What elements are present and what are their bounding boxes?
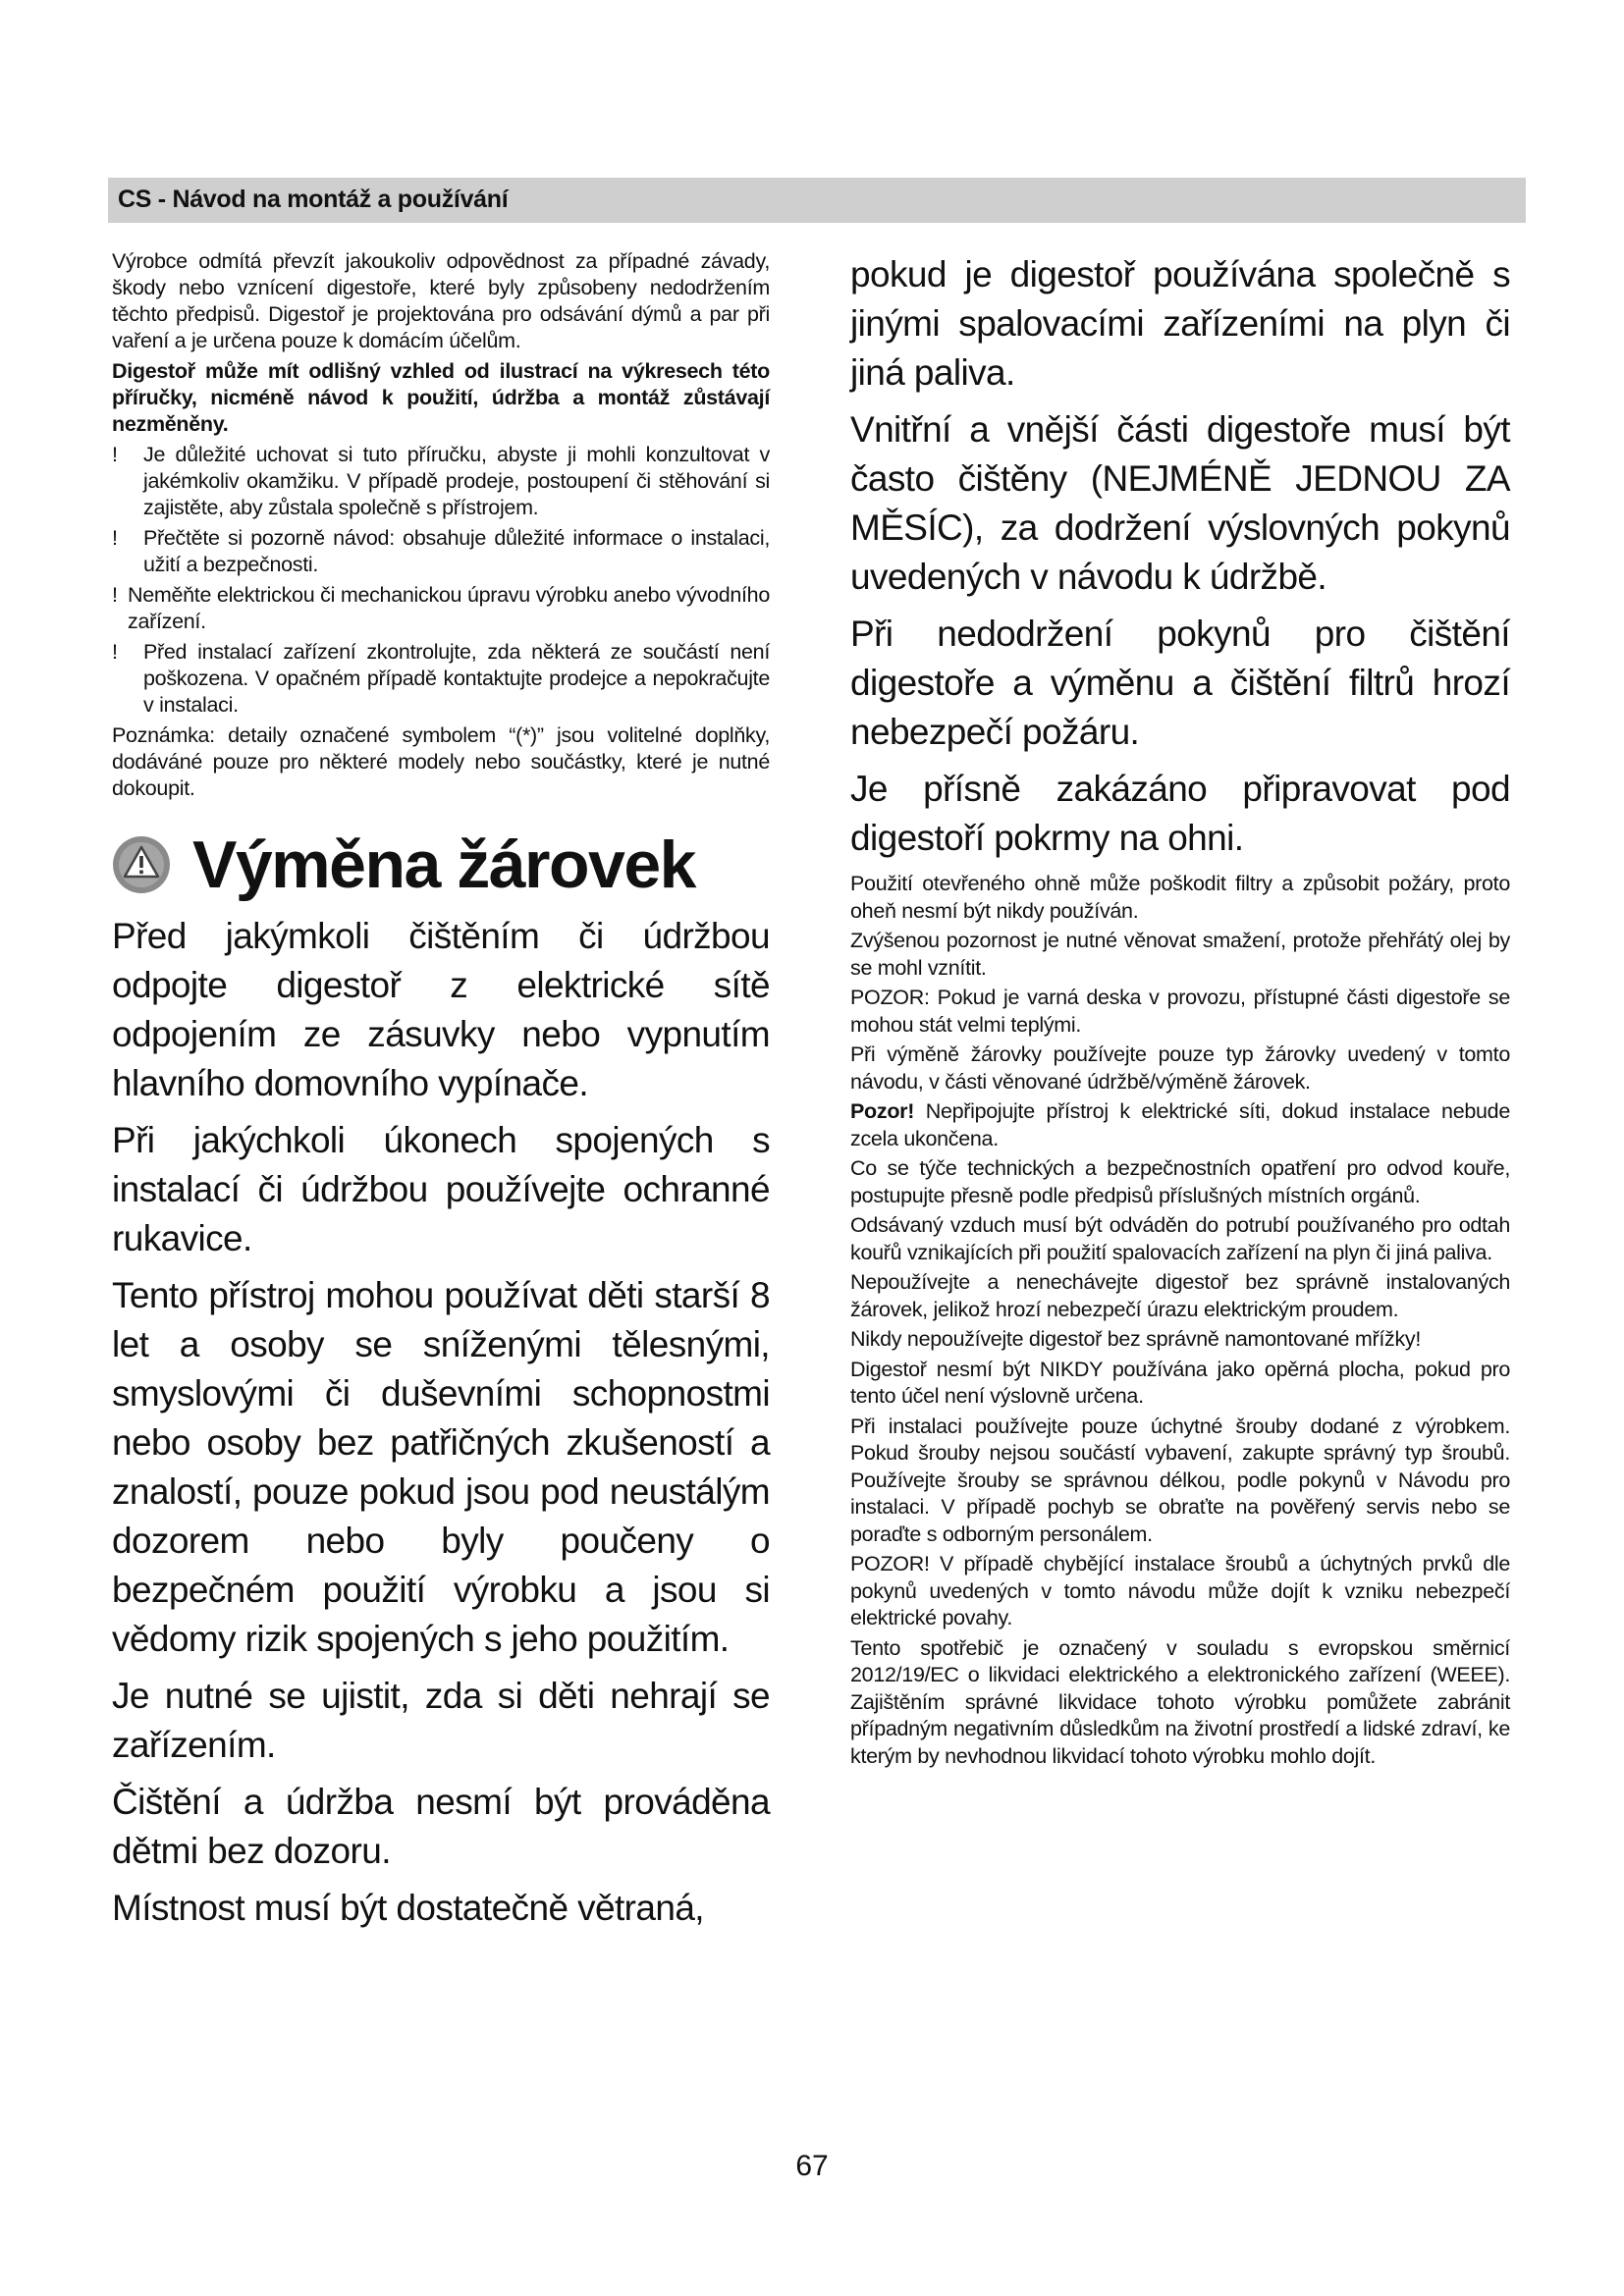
section-title: Výměna žárovek [192,828,695,902]
bullet-text: Neměňte elektrickou či mechanickou úpravu výrobku anebo vývodního zařízení. [128,583,770,633]
bullet-text: Před instalací zařízení zkontrolujte, zda některá ze součástí není poškozena. V opačném případě kontaktujte prodejce a nepokračujte v instalaci. [143,640,770,717]
large-paragraph: Tento přístroj mohou používat děti starší 8 let a osoby se sníženými tělesnými, smyslovými či duševními schopnostmi nebo osoby bez patřičných zkušeností a znalostí, pouze pokud jsou pod neustálým dozorem nebo byly poučeny o bezpečném použití výrobku a jsou si vědomy rizik spojených s jeho použitím. [112,1275,770,1659]
large-paragraph: Místnost musí být dostatečně větraná, [112,1888,704,1928]
large-paragraph: Při jakýchkoli úkonech spojených s instalací či údržbou používejte ochranné rukavice. [112,1120,770,1258]
small-paragraph: Odsávaný vzduch musí být odváděn do potrubí používaného pro odtah kouřů vznikajících při použití spalovacích zařízení na plyn či jiná paliva. [850,1213,1510,1264]
bullet-mark: ! [112,583,118,607]
large-paragraph: Při nedodržení pokynů pro čištění digestoře a výměnu a čištění filtrů hrozí nebezpečí požáru. [850,614,1510,752]
small-paragraph: Při instalaci používejte pouze úchytné šrouby dodané z výrobkem. Pokud šrouby nejsou součástí vybavení, zakupte správný typ šroubů. Používejte šrouby se správnou délkou, podle pokynů v Návodu pro instalaci. V případě pochyb se obraťte na pověřený servis nebo se poraďte s odborným personálem. [850,1414,1510,1546]
intro-section [112,248,770,802]
small-paragraph: Použití otevřeného ohně může poškodit filtry a způsobit požáry, proto oheň nesmí být nikdy používán. [850,872,1510,923]
header-bar [108,178,1526,223]
pozor-label: Pozor! [850,1099,915,1123]
bullet-item [112,525,770,578]
warning-icon [112,835,171,894]
small-paragraph: Zvýšenou pozornost je nutné věnovat smažení, protože přehřátý olej by se mohl vznítit. [850,929,1510,980]
large-paragraph: Je přísně zakázáno připravovat pod digestoří pokrmy na ohni. [850,769,1510,858]
large-paragraph: Před jakýmkoli čištěním či údržbou odpojte digestoř z elektrické sítě odpojením ze zásuvky nebo vypnutím hlavního domovního vypínače. [112,916,770,1103]
large-paragraph: Vnitřní a vnější části digestoře musí být často čištěny (NEJMÉNĚ JEDNOU ZA MĚSÍC), za dodržení výslovných pokynů uvedených v návodu k údržbě. [850,409,1510,597]
large-paragraph: Je nutné se ujistit, zda si děti nehrají se zařízením. [112,1676,770,1765]
large-paragraph: pokud je digestoř používána společně s jinými spalovacími zařízeními na plyn či jiná paliva. [850,254,1510,393]
small-paragraph: Co se týče technických a bezpečnostních opatření pro odvod kouře, postupujte přesně podle předpisů příslušných místních orgánů. [850,1156,1510,1207]
small-paragraph: POZOR! V případě chybějící instalace šroubů a úchytných prvků dle pokynů uvedených v tomto návodu může dojít k vzniku nebezpečí elektrické povahy. [850,1552,1510,1629]
right-large-text [850,250,1510,863]
left-large-text [112,912,770,1933]
bullet-item [112,639,770,719]
page-title: CS - Návod na montáž a používání [118,186,509,213]
right-column [850,250,1510,1773]
small-paragraph: Nepoužívejte a nenechávejte digestoř bez správně instalovaných žárovek, jelikož hrozí nebezpečí úrazu elektrickým proudem. [850,1270,1510,1321]
bullet-mark: ! [112,526,118,550]
pozor-paragraph [850,1098,1510,1152]
bullet-item [112,582,770,635]
bullet-item [112,442,770,521]
small-paragraph: Nikdy nepoužívejte digestoř bez správně namontované mřížky! [850,1327,1422,1351]
right-small-text [850,871,1510,1770]
intro-paragraph: Výrobce odmítá převzít jakoukoliv odpovědnost za případné závady, škody nebo vznícení digestoře, které byly způsobeny nedodržením těchto předpisů. Digestoř je projektována pro odsávání dýmů a par při vaření a je určena pouze k domácím účelům. [112,249,770,352]
section-heading [112,829,770,900]
bullet-mark: ! [112,640,118,664]
left-column [112,248,770,1941]
small-paragraph: Při výměně žárovky používejte pouze typ žárovky uvedený v tomto návodu, v části věnované údržbě/výměně žárovek. [850,1042,1510,1094]
page-number: 67 [795,2150,829,2182]
pozor-text: Nepřipojujte přístroj k elektrické síti, dokud instalace nebude zcela ukončena. [850,1099,1510,1150]
bullet-text: Je důležité uchovat si tuto příručku, abyste ji mohli konzultovat v jakémkoliv okamžiku. V případě prodeje, postoupení či stěhování si zajistěte, aby zůstala společně s přístrojem. [143,443,770,519]
large-paragraph: Čištění a údržba nesmí být prováděna dětmi bez dozoru. [112,1782,770,1871]
bold-note: Digestoř může mít odlišný vzhled od ilustrací na výkresech této příručky, nicméně návod k použití, údržba a montáž zůstávají nezměněny. [112,359,770,436]
bullet-text: Přečtěte si pozorně návod: obsahuje důležité informace o instalaci, užití a bezpečnosti. [143,526,770,576]
bullet-mark: ! [112,443,118,466]
note-paragraph: Poznámka: detaily označené symbolem “(*)” jsou volitelné doplňky, dodáváné pouze pro některé modely nebo součástky, které je nutné dokoupit. [112,723,770,800]
small-paragraph: Tento spotřebič je označený v souladu s evropskou směrnicí 2012/19/EC o likvidaci elektrického a elektronického zařízení (WEEE). Zajištěním správné likvidace tohoto výrobku pomůžete zabránit případným negativním důsledkům na životní prostředí a lidské zdraví, ke kterým by nevhodnou likvidací tohoto výrobku mohlo dojít. [850,1635,1510,1768]
small-paragraph: POZOR: Pokud je varná deska v provozu, přístupné části digestoře se mohou stát velmi teplými. [850,986,1510,1037]
small-paragraph: Digestoř nesmí být NIKDY používána jako opěrná plocha, pokud pro tento účel není výslovně určena. [850,1357,1510,1408]
